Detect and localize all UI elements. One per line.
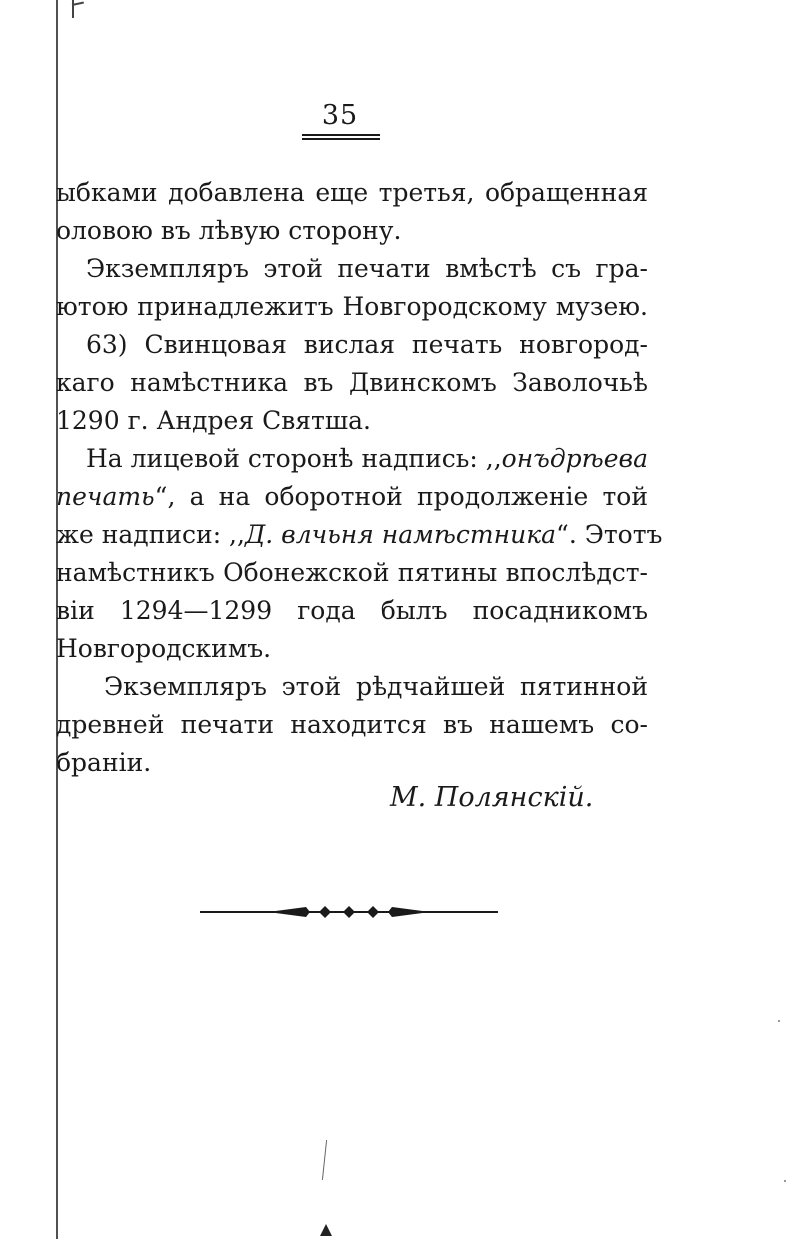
paper-speck xyxy=(784,1180,786,1182)
text-line-9 xyxy=(56,478,648,516)
text-line-6: каго намѣстника въ Двинскомъ Заволочьѣ xyxy=(56,368,648,397)
inscription-front: онъдрѣева xyxy=(501,444,648,473)
text-run: На лицевой сторонѣ надпись: ,, xyxy=(86,444,502,473)
text-line-2: оловою въ лѣвую сторону. xyxy=(56,216,402,245)
bottom-mark xyxy=(320,1224,332,1236)
text-line-14: Экземпляръ этой рѣдчайшей пятинной xyxy=(104,672,648,701)
text-line-7: 1290 г. Андрея Святша. xyxy=(56,406,371,435)
inscription-front-end: печать xyxy=(56,482,155,511)
text-line-11: намѣстникъ Обонежской пятины впослѣдст- xyxy=(56,558,648,587)
inscription-reverse: Д. влчьня намѣстника xyxy=(244,520,557,549)
text-line-1: ыбками добавлена еще третья, обращенная xyxy=(56,178,648,207)
decorative-ornament xyxy=(198,898,500,926)
paper-speck xyxy=(778,1020,780,1022)
text-line-8 xyxy=(56,440,648,478)
author-signature: М. Полянскій. xyxy=(390,782,594,813)
page-number-double-rule xyxy=(302,134,380,140)
page-number: 35 xyxy=(321,100,359,131)
text-run: “, а на оборотной продолженіе той xyxy=(154,482,648,511)
text-run: “. Этотъ xyxy=(556,520,663,549)
text-line-3: Экземпляръ этой печати вмѣстѣ съ гра- xyxy=(86,254,648,283)
paper-mark xyxy=(322,1140,327,1180)
text-line-16: браніи. xyxy=(56,748,152,777)
text-line-13: Новгородскимъ. xyxy=(56,634,272,663)
text-line-10 xyxy=(56,516,663,554)
text-line-12: віи 1294—1299 года былъ посадникомъ xyxy=(56,596,648,625)
text-line-5: 63) Свинцовая вислая печать новгород- xyxy=(86,330,648,359)
text-run: же надписи: ,, xyxy=(56,520,245,549)
text-line-4: ютою принадлежитъ Новгородскому музею. xyxy=(56,292,648,321)
text-line-15: древней печати находится въ нашемъ со- xyxy=(56,710,648,739)
